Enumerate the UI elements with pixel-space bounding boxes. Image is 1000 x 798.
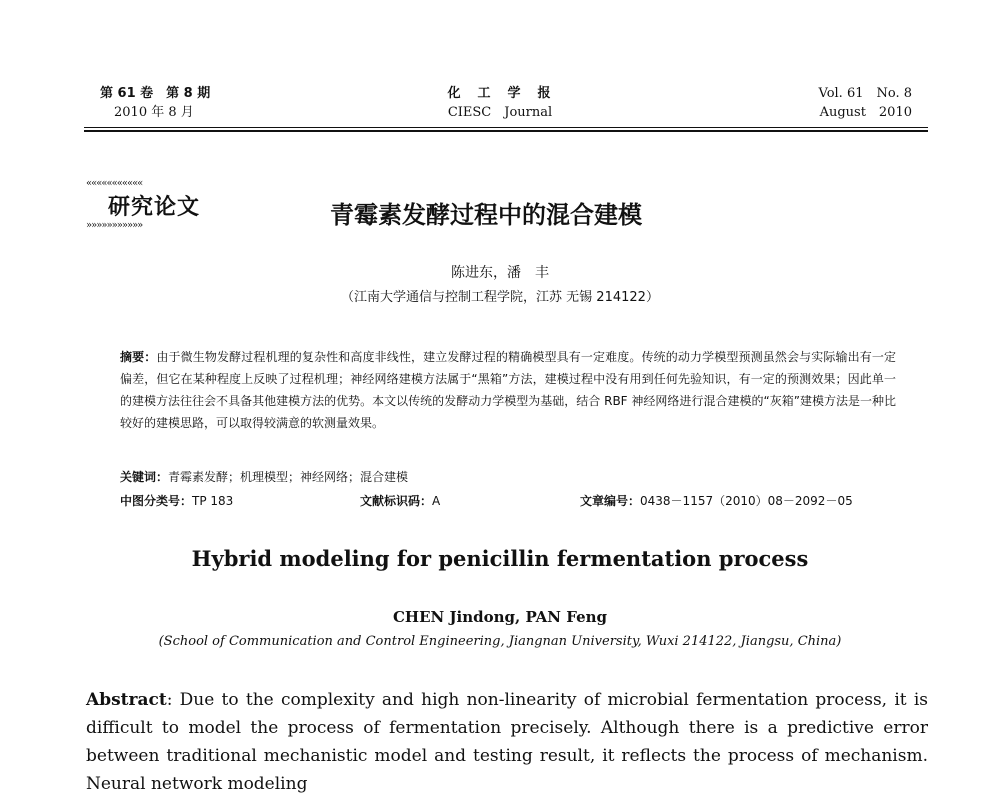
keywords-cn-text: 青霉素发酵；机理模型；神经网络；混合建模 [168, 470, 409, 484]
doc-code-label: 文献标识码： [360, 494, 433, 508]
affiliation-en: (School of Communication and Control Engineering, Jiangnan University, Wuxi 214122, Jiangsu, China) [158, 634, 842, 649]
article-number-field [580, 490, 853, 512]
section-badge [86, 178, 226, 234]
header-rule-thin [84, 127, 928, 128]
abstract-en [86, 686, 928, 798]
keywords-cn [120, 466, 896, 488]
journal-name-cn: 化 工 学 报 [447, 86, 553, 101]
header-rule-thick [84, 130, 928, 132]
journal-volume-en: Vol. 61 No. 8 [818, 86, 912, 101]
paper-title-en: Hybrid modeling for penicillin fermentation process [191, 546, 809, 571]
badge-decoration-bottom: »»»»»»»»»»» [86, 220, 143, 231]
clc-field [120, 490, 233, 512]
clc-label: 中图分类号： [120, 494, 193, 508]
abstract-cn [120, 346, 896, 434]
keywords-cn-label: 关键词： [120, 470, 169, 484]
journal-volume-cn: 第 61 卷 第 8 期 [100, 86, 211, 101]
abstract-cn-text: 由于微生物发酵过程机理的复杂性和高度非线性，建立发酵过程的精确模型具有一定难度。传统的动力学模型预测虽然会与实际输出有一定偏差，但它在某种程度上反映了过程机理；神经网络建模方法属于“黑箱”方法，建模过程中没有用到任何先验知识，有一定的预测效果；因此单一的建模方法往往会不具备其他建模方法的优势。本文以传统的发酵动力学模型为基础，结合 RBF 神经网络进行混合建模的“灰箱”建模方法是一种比较好的建模思路，可以取得较满意的软测量效果。 [120, 350, 896, 430]
abstract-en-text: : Due to the complexity and high non-linearity of microbial fermentation process, it is difficult to model the process of fermentation precisely. Although there is a predictive error between traditional mechanistic model and testing result, it reflects the process of mechanism. Neural network modeling [86, 690, 928, 794]
affiliation-cn: （江南大学通信与控制工程学院，江苏 无锡 214122） [341, 290, 659, 305]
paper-title-cn: 青霉素发酵过程中的混合建模 [330, 201, 642, 229]
doc-code-field [360, 490, 440, 512]
doc-code-value: A [432, 494, 441, 508]
article-number-label: 文章编号： [580, 494, 641, 508]
abstract-en-label: Abstract [86, 690, 167, 710]
journal-name-en: CIESC Journal [447, 105, 553, 120]
badge-decoration-top: ««««««««««« [86, 178, 143, 189]
journal-date-en: August 2010 [819, 105, 912, 120]
journal-date-cn: 2010 年 8 月 [114, 105, 194, 120]
authors-en: CHEN Jindong, PAN Feng [392, 608, 608, 626]
clc-value: TP 183 [192, 494, 234, 508]
authors-cn: 陈进东，潘 丰 [451, 265, 549, 281]
article-number-value: 0438－1157（2010）08－2092－05 [640, 494, 853, 508]
abstract-cn-label: 摘要： [120, 350, 157, 364]
section-label: 研究论文 [107, 195, 200, 220]
